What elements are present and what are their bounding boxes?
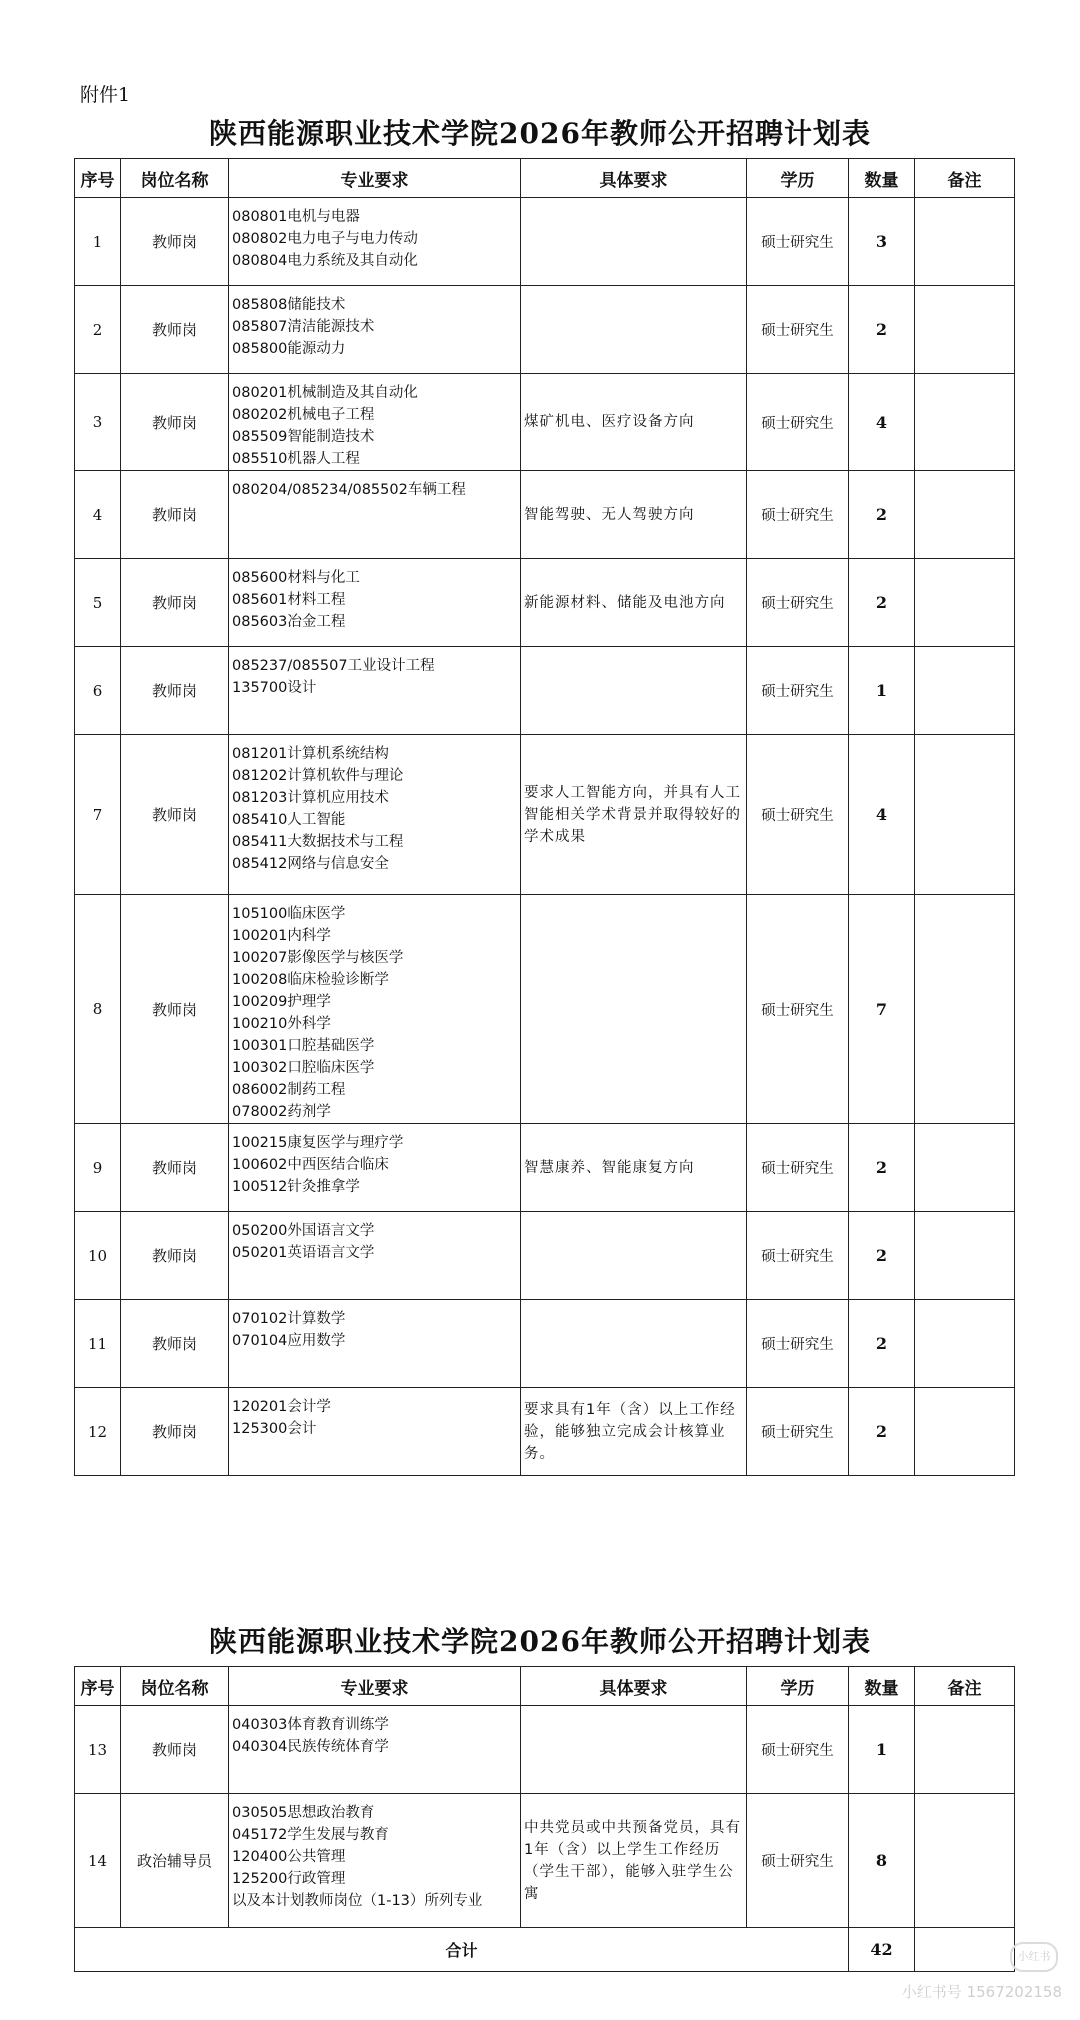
header-degree: 学历 [747,1667,849,1706]
row-majors [229,1794,521,1928]
table-row [75,374,1015,471]
table-row [75,1794,1015,1928]
row-count: 2 [849,1388,915,1476]
major-item: 125300会计 [232,1421,317,1437]
row-majors [229,559,521,647]
major-item: 100207影像医学与核医学 [232,950,404,966]
row-number: 7 [75,735,121,895]
row-position: 教师岗 [121,286,229,374]
major-item: 以及本计划教师岗位（1-13）所列专业 [232,1893,483,1909]
row-count: 7 [849,895,915,1124]
major-item: 050201英语语言文学 [232,1245,375,1261]
table-row [75,1124,1015,1212]
total-label: 合计 [75,1928,849,1972]
row-note [915,1300,1015,1388]
major-item: 100602中西医结合临床 [232,1157,389,1173]
row-note [915,471,1015,559]
major-item: 085807清洁能源技术 [232,319,375,335]
major-item: 120400公共管理 [232,1849,346,1865]
row-number: 9 [75,1124,121,1212]
row-majors [229,471,521,559]
major-item: 085603冶金工程 [232,614,346,630]
row-requirement: 中共党员或中共预备党员，具有1年（含）以上学生工作经历（学生干部），能够入驻学生公寓 [521,1794,747,1928]
row-majors [229,735,521,895]
row-requirement: 要求人工智能方向，并具有人工智能相关学术背景并取得较好的学术成果 [521,735,747,895]
table-row [75,735,1015,895]
total-row [75,1928,1015,1972]
row-requirement [521,647,747,735]
row-requirement [521,1706,747,1794]
row-position: 教师岗 [121,1124,229,1212]
major-item: 081201计算机系统结构 [232,746,389,762]
row-requirement [521,1212,747,1300]
table-row [75,198,1015,286]
row-count: 1 [849,647,915,735]
row-majors [229,1388,521,1476]
row-position: 教师岗 [121,1212,229,1300]
major-item: 100215康复医学与理疗学 [232,1135,404,1151]
major-item: 080201机械制造及其自动化 [232,385,418,401]
header-note: 备注 [915,159,1015,198]
row-note [915,1388,1015,1476]
table-row [75,286,1015,374]
row-requirement [521,895,747,1124]
major-item: 050200外国语言文学 [232,1223,375,1239]
row-note [915,198,1015,286]
row-majors [229,198,521,286]
row-count: 1 [849,1706,915,1794]
row-degree: 硕士研究生 [747,735,849,895]
row-number: 11 [75,1300,121,1388]
major-item: 085410人工智能 [232,812,346,828]
major-item: 100512针灸推拿学 [232,1179,360,1195]
row-position: 教师岗 [121,198,229,286]
row-number: 6 [75,647,121,735]
row-count: 2 [849,471,915,559]
table-row [75,1212,1015,1300]
table-row [75,895,1015,1124]
row-degree: 硕士研究生 [747,1300,849,1388]
major-item: 100301口腔基础医学 [232,1038,375,1054]
row-note [915,1706,1015,1794]
row-requirement: 要求具有1年（含）以上工作经验，能够独立完成会计核算业务。 [521,1388,747,1476]
row-number: 8 [75,895,121,1124]
major-item: 085509智能制造技术 [232,429,375,445]
row-degree: 硕士研究生 [747,1388,849,1476]
row-majors [229,1300,521,1388]
row-number: 3 [75,374,121,471]
major-item: 105100临床医学 [232,906,346,922]
row-note [915,1124,1015,1212]
row-majors [229,1124,521,1212]
row-note [915,286,1015,374]
major-item: 085808储能技术 [232,297,346,313]
major-item: 085510机器人工程 [232,451,360,467]
row-requirement: 智能驾驶、无人驾驶方向 [521,471,747,559]
row-requirement [521,1300,747,1388]
major-item: 120201会计学 [232,1399,331,1415]
annex-label: 附件1 [80,84,131,106]
row-position: 教师岗 [121,735,229,895]
watermark-logo-icon: 小红书 [1010,1942,1058,1972]
row-position: 教师岗 [121,1706,229,1794]
row-requirement: 智慧康养、智能康复方向 [521,1124,747,1212]
major-item: 080801电机与电器 [232,209,360,225]
total-count: 42 [849,1928,915,1972]
row-requirement: 新能源材料、储能及电池方向 [521,559,747,647]
row-position: 教师岗 [121,559,229,647]
row-requirement [521,286,747,374]
row-degree: 硕士研究生 [747,1706,849,1794]
header-no: 序号 [75,1667,121,1706]
major-item: 100209护理学 [232,994,331,1010]
total-note [915,1928,1015,1972]
header-major: 专业要求 [229,1667,521,1706]
row-number: 10 [75,1212,121,1300]
row-majors [229,286,521,374]
header-count: 数量 [849,1667,915,1706]
major-item: 100210外科学 [232,1016,331,1032]
table-row [75,1300,1015,1388]
major-item: 045172学生发展与教育 [232,1827,389,1843]
major-item: 080804电力系统及其自动化 [232,253,418,269]
row-degree: 硕士研究生 [747,1794,849,1928]
major-item: 086002制药工程 [232,1082,346,1098]
row-position: 教师岗 [121,471,229,559]
major-item: 100208临床检验诊断学 [232,972,389,988]
row-majors [229,1706,521,1794]
header-requirement: 具体要求 [521,1667,747,1706]
row-number: 2 [75,286,121,374]
row-note [915,647,1015,735]
header-position: 岗位名称 [121,1667,229,1706]
row-number: 4 [75,471,121,559]
header-degree: 学历 [747,159,849,198]
major-item: 100302口腔临床医学 [232,1060,375,1076]
row-majors [229,1212,521,1300]
major-item: 085411大数据技术与工程 [232,834,404,850]
row-count: 3 [849,198,915,286]
major-item: 040303体育教育训练学 [232,1717,389,1733]
row-number: 12 [75,1388,121,1476]
row-position: 教师岗 [121,895,229,1124]
row-degree: 硕士研究生 [747,198,849,286]
major-item: 030505思想政治教育 [232,1805,375,1821]
row-note [915,1212,1015,1300]
watermark: 小红书号 1567202158 [901,1983,1062,2001]
row-requirement: 煤矿机电、医疗设备方向 [521,374,747,471]
row-position: 教师岗 [121,1388,229,1476]
row-position: 教师岗 [121,1300,229,1388]
table-row [75,1706,1015,1794]
row-majors [229,895,521,1124]
table-header-row [75,1667,1015,1706]
major-item: 085600材料与化工 [232,570,360,586]
major-item: 080204/085234/085502车辆工程 [232,482,466,498]
major-item: 078002药剂学 [232,1104,331,1120]
major-item: 085601材料工程 [232,592,346,608]
row-degree: 硕士研究生 [747,471,849,559]
row-count: 2 [849,1300,915,1388]
row-requirement [521,198,747,286]
major-item: 085237/085507工业设计工程 [232,658,435,674]
row-degree: 硕士研究生 [747,374,849,471]
major-item: 070102计算数学 [232,1311,346,1327]
major-item: 080802电力电子与电力传动 [232,231,418,247]
recruitment-table-2 [74,1666,1015,1972]
row-count: 4 [849,735,915,895]
table-row [75,647,1015,735]
row-count: 2 [849,1212,915,1300]
row-position: 政治辅导员 [121,1794,229,1928]
major-item: 081203计算机应用技术 [232,790,389,806]
major-item: 085412网络与信息安全 [232,856,389,872]
row-count: 2 [849,286,915,374]
row-number: 5 [75,559,121,647]
major-item: 040304民族传统体育学 [232,1739,389,1755]
row-note [915,374,1015,471]
table-row [75,559,1015,647]
row-number: 1 [75,198,121,286]
major-item: 125200行政管理 [232,1871,346,1887]
row-note [915,559,1015,647]
header-major: 专业要求 [229,159,521,198]
row-position: 教师岗 [121,374,229,471]
table-row [75,1388,1015,1476]
row-count: 4 [849,374,915,471]
major-item: 080202机械电子工程 [232,407,375,423]
major-item: 081202计算机软件与理论 [232,768,404,784]
row-count: 2 [849,559,915,647]
recruitment-table-1 [74,158,1015,1476]
row-degree: 硕士研究生 [747,895,849,1124]
row-degree: 硕士研究生 [747,559,849,647]
major-item: 100201内科学 [232,928,331,944]
table-row [75,471,1015,559]
row-note [915,735,1015,895]
header-position: 岗位名称 [121,159,229,198]
row-count: 8 [849,1794,915,1928]
row-degree: 硕士研究生 [747,647,849,735]
header-count: 数量 [849,159,915,198]
header-no: 序号 [75,159,121,198]
header-note: 备注 [915,1667,1015,1706]
row-note [915,895,1015,1124]
row-degree: 硕士研究生 [747,1124,849,1212]
page-title-2: 陕西能源职业技术学院2026年教师公开招聘计划表 [209,1625,871,1658]
row-degree: 硕士研究生 [747,286,849,374]
major-item: 135700设计 [232,680,317,696]
row-majors [229,374,521,471]
row-position: 教师岗 [121,647,229,735]
row-degree: 硕士研究生 [747,1212,849,1300]
header-requirement: 具体要求 [521,159,747,198]
row-number: 13 [75,1706,121,1794]
major-item: 070104应用数学 [232,1333,346,1349]
row-majors [229,647,521,735]
table-header-row [75,159,1015,198]
row-number: 14 [75,1794,121,1928]
page-title: 陕西能源职业技术学院2026年教师公开招聘计划表 [209,117,871,150]
row-note [915,1794,1015,1928]
major-item: 085800能源动力 [232,341,346,357]
row-count: 2 [849,1124,915,1212]
